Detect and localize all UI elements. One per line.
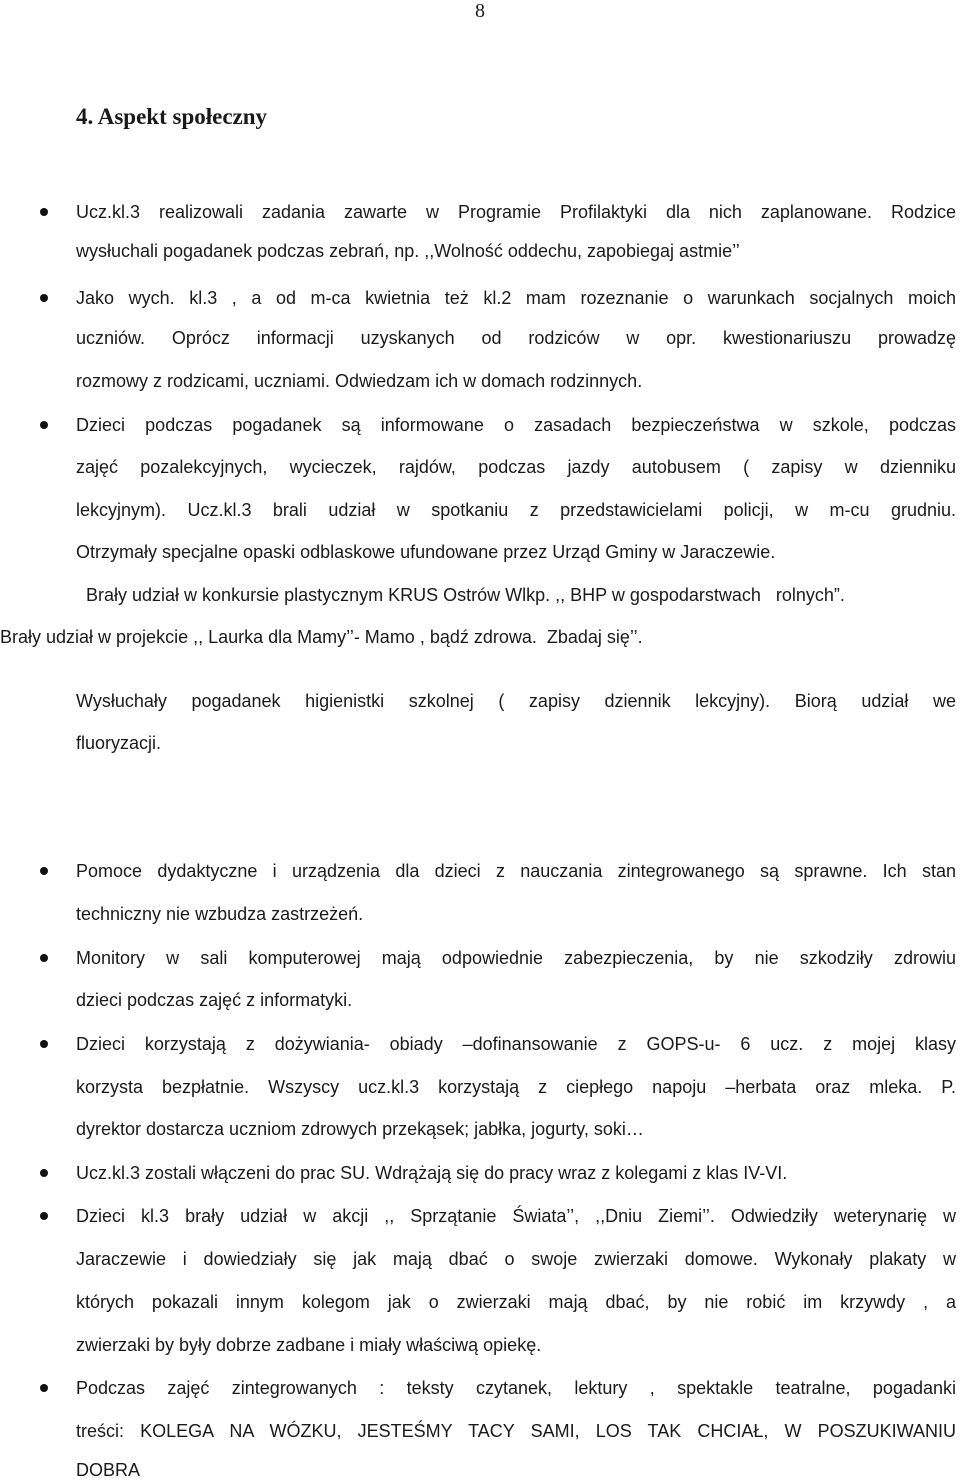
text-line: Brały udział w konkursie plastycznym KRUS Ostrów Wlkp. ,, BHP w gospodarstwach rolnych”.	[86, 585, 845, 605]
text-line: Ucz.kl.3 zostali włączeni do prac SU. Wdrążają się do pracy wraz z kolegami z klas IV-VI.	[76, 1163, 788, 1183]
bullet-marker	[40, 954, 48, 962]
text-line: Jako wych. kl.3 , a od m-ca kwietnia też kl.2 mam rozeznanie o warunkach socjalnych moich	[76, 288, 956, 308]
text-line: uczniów. Oprócz informacji uzyskanych od rodziców w opr. kwestionariuszu prowadzę	[76, 328, 956, 348]
text-line: wysłuchali pogadanek podczas zebrań, np. ,,Wolność oddechu, zapobiegaj astmie’’	[76, 241, 740, 261]
text-line: Ucz.kl.3 realizowali zadania zawarte w Programie Profilaktyki dla nich zaplanowane. Rodzice	[76, 202, 956, 222]
bullet-marker	[40, 1040, 48, 1048]
text-line: Podczas zajęć zintegrowanych : teksty czytanek, lektury , spektakle teatralne, pogadanki	[76, 1378, 956, 1398]
text-line: Dzieci kl.3 brały udział w akcji ,, Sprzątanie Świata’’, ,,Dniu Ziemi’’. Odwiedziły weterynarię w	[76, 1206, 956, 1226]
text-line: dyrektor dostarcza uczniom zdrowych przekąsek; jabłka, jogurty, soki…	[76, 1119, 644, 1139]
bullet-marker	[40, 294, 48, 302]
text-line: Otrzymały specjalne opaski odblaskowe ufundowane przez Urząd Gminy w Jaraczewie.	[76, 542, 776, 562]
text-line: Wysłuchały pogadanek higienistki szkolnej ( zapisy dziennik lekcyjny). Biorą udział we	[76, 691, 956, 711]
page-number: 8	[475, 0, 485, 22]
text-line: Dzieci korzystają z dożywiania- obiady –dofinansowanie z GOPS-u- 6 ucz. z mojej klasy	[76, 1034, 956, 1054]
text-line: Pomoce dydaktyczne i urządzenia dla dzieci z nauczania zintegrowanego są sprawne. Ich stan	[76, 861, 956, 881]
text-line: zajęć pozalekcyjnych, wycieczek, rajdów, podczas jazdy autobusem ( zapisy w dzienniku	[76, 457, 956, 477]
text-line: zwierzaki by były dobrze zadbane i miały właściwą opiekę.	[76, 1335, 542, 1355]
text-line: Jaraczewie i dowiedziały się jak mają dbać o swoje zwierzaki domowe. Wykonały plakaty w	[76, 1249, 956, 1269]
bullet-marker	[40, 421, 48, 429]
text-line: dzieci podczas zajęć z informatyki.	[76, 990, 353, 1010]
text-line: korzysta bezpłatnie. Wszyscy ucz.kl.3 korzystają z ciepłego napoju –herbata oraz mleka. P.	[76, 1077, 956, 1097]
text-line: Monitory w sali komputerowej mają odpowiednie zabezpieczenia, by nie szkodziły zdrowiu	[76, 948, 956, 968]
text-line: lekcyjnym). Ucz.kl.3 brali udział w spotkaniu z przedstawicielami policji, w m-cu grudniu.	[76, 500, 956, 520]
bullet-marker	[40, 1212, 48, 1220]
bullet-marker	[40, 1169, 48, 1177]
bullet-marker	[40, 1384, 48, 1392]
text-line: techniczny nie wzbudza zastrzeżeń.	[76, 904, 364, 924]
text-line: Dzieci podczas pogadanek są informowane o zasadach bezpieczeństwa w szkole, podczas	[76, 415, 956, 435]
text-line: których pokazali innym kolegom jak o zwierzaki mają dbać, by nie robić im krzywdy , a	[76, 1292, 956, 1312]
text-line: treści: KOLEGA NA WÓZKU, JESTEŚMY TACY SAMI, LOS TAK CHCIAŁ, W POSZUKIWANIU	[76, 1421, 956, 1441]
text-line: DOBRA	[76, 1460, 141, 1480]
section-heading: 4. Aspekt społeczny	[76, 104, 268, 129]
bullet-marker	[40, 208, 48, 216]
text-line: rozmowy z rodzicami, uczniami. Odwiedzam ich w domach rodzinnych.	[76, 371, 643, 391]
bullet-marker	[40, 867, 48, 875]
text-line: Brały udział w projekcie ,, Laurka dla Mamy’’- Mamo , bądź zdrowa. Zbadaj się’’.	[0, 627, 643, 647]
text-line: fluoryzacji.	[76, 733, 162, 753]
